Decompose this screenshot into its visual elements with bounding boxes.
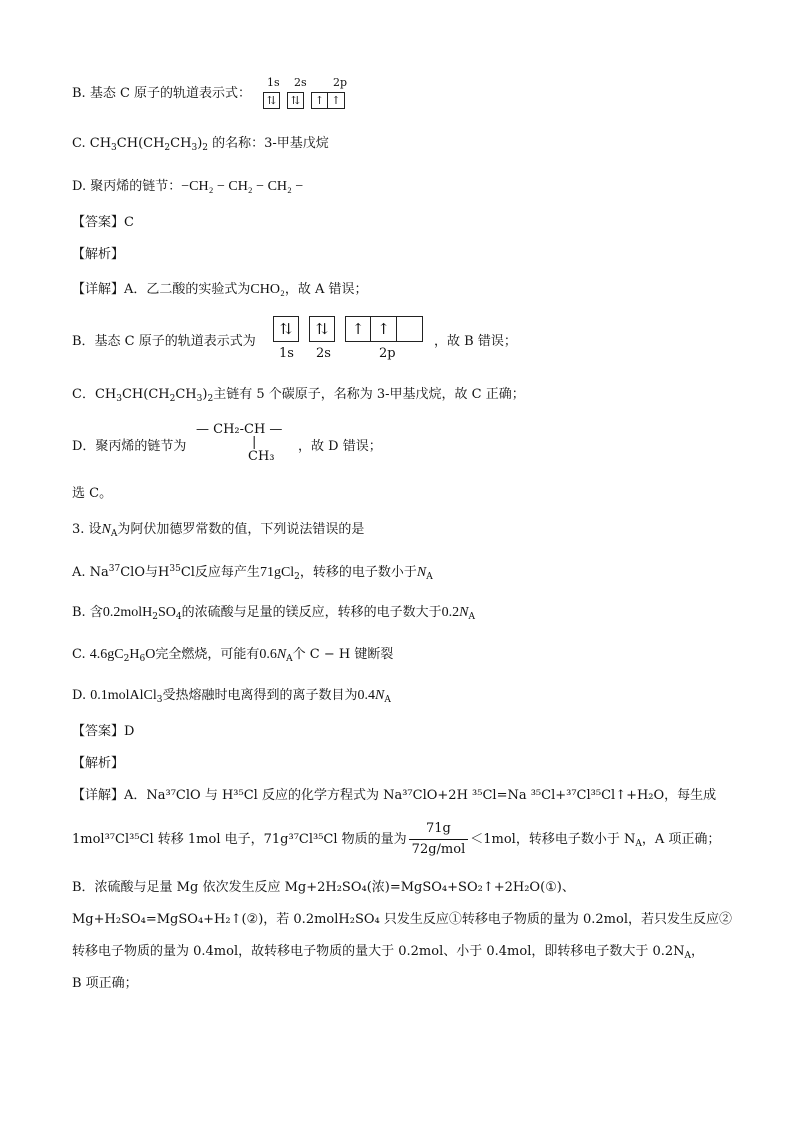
detail-b xyxy=(72,332,256,352)
option-c: C. $4.6gC_2H_6O$完全燃烧，可能有$0.6N_A$个 C − H 键断裂 xyxy=(72,647,394,664)
detail2-a2-pre: 1mol³⁷Cl³⁵Cl 转移 1mol 电子，71g³⁷Cl³⁵Cl 物质的量为 xyxy=(72,832,407,847)
option-d: D. 0.1molAlCl$_3$受热熔融时电离得到的离子数目为$0.4N_A$ xyxy=(72,688,391,705)
opt-a-post: ，转移的电子数小于 xyxy=(299,565,417,580)
orbital-labels-large xyxy=(273,346,423,364)
opt-a-mid2: 反应每产生 xyxy=(194,565,260,580)
option-c-prev-post: 的名称：3-甲基戊烷 xyxy=(208,136,329,151)
option-d-prev xyxy=(72,177,303,197)
answer-2: 【答案】D xyxy=(72,724,135,739)
label-1s: 1s xyxy=(267,76,280,89)
option-b-prev-text: B. 基态 C 原子的轨道表示式： xyxy=(72,86,252,101)
orbital-box-2s: ⇅ xyxy=(287,92,304,109)
option-c-prev-pre: C. CH xyxy=(72,136,112,151)
detail2-b2: Mg+H₂SO₄=MgSO₄+H₂↑(②)，若 0.2molH₂SO₄ 只发生反应①转移电子物质的量为 0.2mol，若只发生反应② xyxy=(72,912,732,927)
detail2-b1: B．浓硫酸与足量 Mg 依次发生反应 Mg+2H₂SO₄(浓)=MgSO₄+SO₂↑+2H₂O(①)、 xyxy=(72,880,575,895)
option-d-prev-formula: −CH₂ − CH₂ − CH₂ − xyxy=(181,179,304,194)
orbital-box-2p-3 xyxy=(397,316,423,342)
detail2-b3-text: 转移电子物质的量为 0.4mol，故转移电子物质的量大于 0.2mol、小于 0.4mol，即转移电子数大于 0.2N xyxy=(72,944,685,959)
detail-a-post: ，故 A 错误； xyxy=(284,282,368,297)
orbital-box-1s: ⇅ xyxy=(263,92,280,109)
detail-b-pre: B．基态 C 原子的轨道表示式为 xyxy=(72,334,256,349)
label-2p: 2p xyxy=(333,76,348,89)
detail-c-pre: C．CH xyxy=(72,387,117,402)
option-a: A. Na$^{37}$ClO与$H^{35}Cl$反应每产生71gCl$_2$，转移的电子数小于$N_A$ xyxy=(72,564,433,582)
label-2s: 2s xyxy=(316,346,331,361)
detail-b-post: ，故 B 错误； xyxy=(434,334,517,349)
orbital-box-2p-2: ↑ xyxy=(371,316,397,342)
label-2s: 2s xyxy=(294,76,307,89)
detail2-a2-end: ，A 项正确； xyxy=(641,832,721,847)
detail-a-formula: CHO₂ xyxy=(250,282,285,297)
detail-a xyxy=(72,280,368,300)
detail2-a2-post: ＜1mol，转移电子数小于 N xyxy=(470,832,636,847)
detail-d xyxy=(72,437,186,457)
detail2-a2: 1mol³⁷Cl³⁵Cl 转移 1mol 电子，71g³⁷Cl³⁵Cl 物质的量为 $\frac{71g}{\text{72g/mol}}$ ＜1mol，转移电子数小于 $N_A$，A 项正确； xyxy=(72,818,720,862)
orbital-box-2p-2: ↑ xyxy=(328,92,345,109)
detail-a-pre: 【详解】A．乙二酸的实验式为 xyxy=(72,282,251,297)
orbital-box-2p-1: ↑ xyxy=(345,316,371,342)
q3-pre: 3. 设 xyxy=(72,522,102,537)
option-d-prev-pre: D. 聚丙烯的链节： xyxy=(72,179,182,194)
option-c-prev: C. $CH_3CH(CH_2CH_3)_2$ 的名称：3-甲基戊烷 xyxy=(72,136,329,153)
fraction-denominator: 72g/mol xyxy=(411,842,466,857)
detail-d-post: ，故 D 错误； xyxy=(298,439,382,454)
fraction-numerator: 71g xyxy=(409,819,469,840)
orbital-labels xyxy=(263,76,348,90)
option-b-prev xyxy=(72,84,251,104)
detail-d-pre: D．聚丙烯的链节为 xyxy=(72,439,187,454)
q3-post: 为阿伏加德罗常数的值，下列说法错误的是 xyxy=(117,522,365,537)
polypropylene-structure xyxy=(196,422,282,464)
opt-a-pre: A. Na xyxy=(72,565,109,580)
analysis-2: 【解析】 xyxy=(72,756,125,771)
orbital-box-2s: ⇅ xyxy=(309,316,335,342)
opt-b-post: 的浓硫酸与足量的镁反应，转移的电子数大于 xyxy=(181,605,442,620)
orbital-boxes-large xyxy=(273,316,423,342)
label-2p: 2p xyxy=(379,346,396,361)
orbital-diagram-small xyxy=(263,76,348,109)
analysis-1: 【解析】 xyxy=(72,247,125,262)
detail2-b3: 转移电子物质的量为 0.4mol，故转移电子物质的量大于 0.2mol、小于 0.4mol，即转移电子数大于 $0.2N_A$， xyxy=(72,944,705,961)
answer-1: 【答案】C xyxy=(72,215,134,230)
detail2-b4: B 项正确； xyxy=(72,976,138,991)
detail-c: C．$CH_3CH(CH_2CH_3)_2$主链有 5 个碳原子，名称为 3-甲基戊烷，故 C 正确； xyxy=(72,387,525,404)
opt-b-pre: B. 含 xyxy=(72,605,103,620)
struct-bond: | xyxy=(252,435,257,450)
opt-d-post: 受热熔融时电离得到的离子数目为 xyxy=(162,688,358,703)
opt-c-mid: 完全燃烧，可能有 xyxy=(155,647,260,662)
opt-c-post: 个 C − H 键断裂 xyxy=(292,647,394,662)
question-3: 3. 设$N_A$为阿伏加德罗常数的值，下列说法错误的是 xyxy=(72,522,365,539)
detail2-b3-end: ， xyxy=(691,944,705,959)
opt-a-mid: 与 xyxy=(145,565,159,580)
struct-bottom: CH₃ xyxy=(248,449,275,464)
label-1s: 1s xyxy=(279,346,294,361)
orbital-box-2p-1: ↑ xyxy=(311,92,328,109)
orbital-box-1s: ⇅ xyxy=(273,316,299,342)
orbital-diagram-large xyxy=(273,316,423,364)
select-c: 选 C。 xyxy=(72,486,113,501)
detail-c-post: 主链有 5 个碳原子，名称为 3-甲基戊烷，故 C 正确； xyxy=(213,387,525,402)
orbital-boxes xyxy=(263,92,345,109)
opt-d-pre: D. xyxy=(72,688,91,703)
fraction xyxy=(409,819,469,860)
option-b: B. 含$0.2molH_2SO_4$的浓硫酸与足量的镁反应，转移的电子数大于$0.2N_A$ xyxy=(72,605,475,622)
detail2-a: 【详解】A．Na³⁷ClO 与 H³⁵Cl 反应的化学方程式为 Na³⁷ClO+2H ³⁵Cl=Na ³⁵Cl+³⁷Cl³⁵Cl↑+H₂O，每生成 xyxy=(72,788,717,803)
opt-c-pre: C. xyxy=(72,647,90,662)
struct-top: — CH₂-CH — xyxy=(196,422,283,437)
